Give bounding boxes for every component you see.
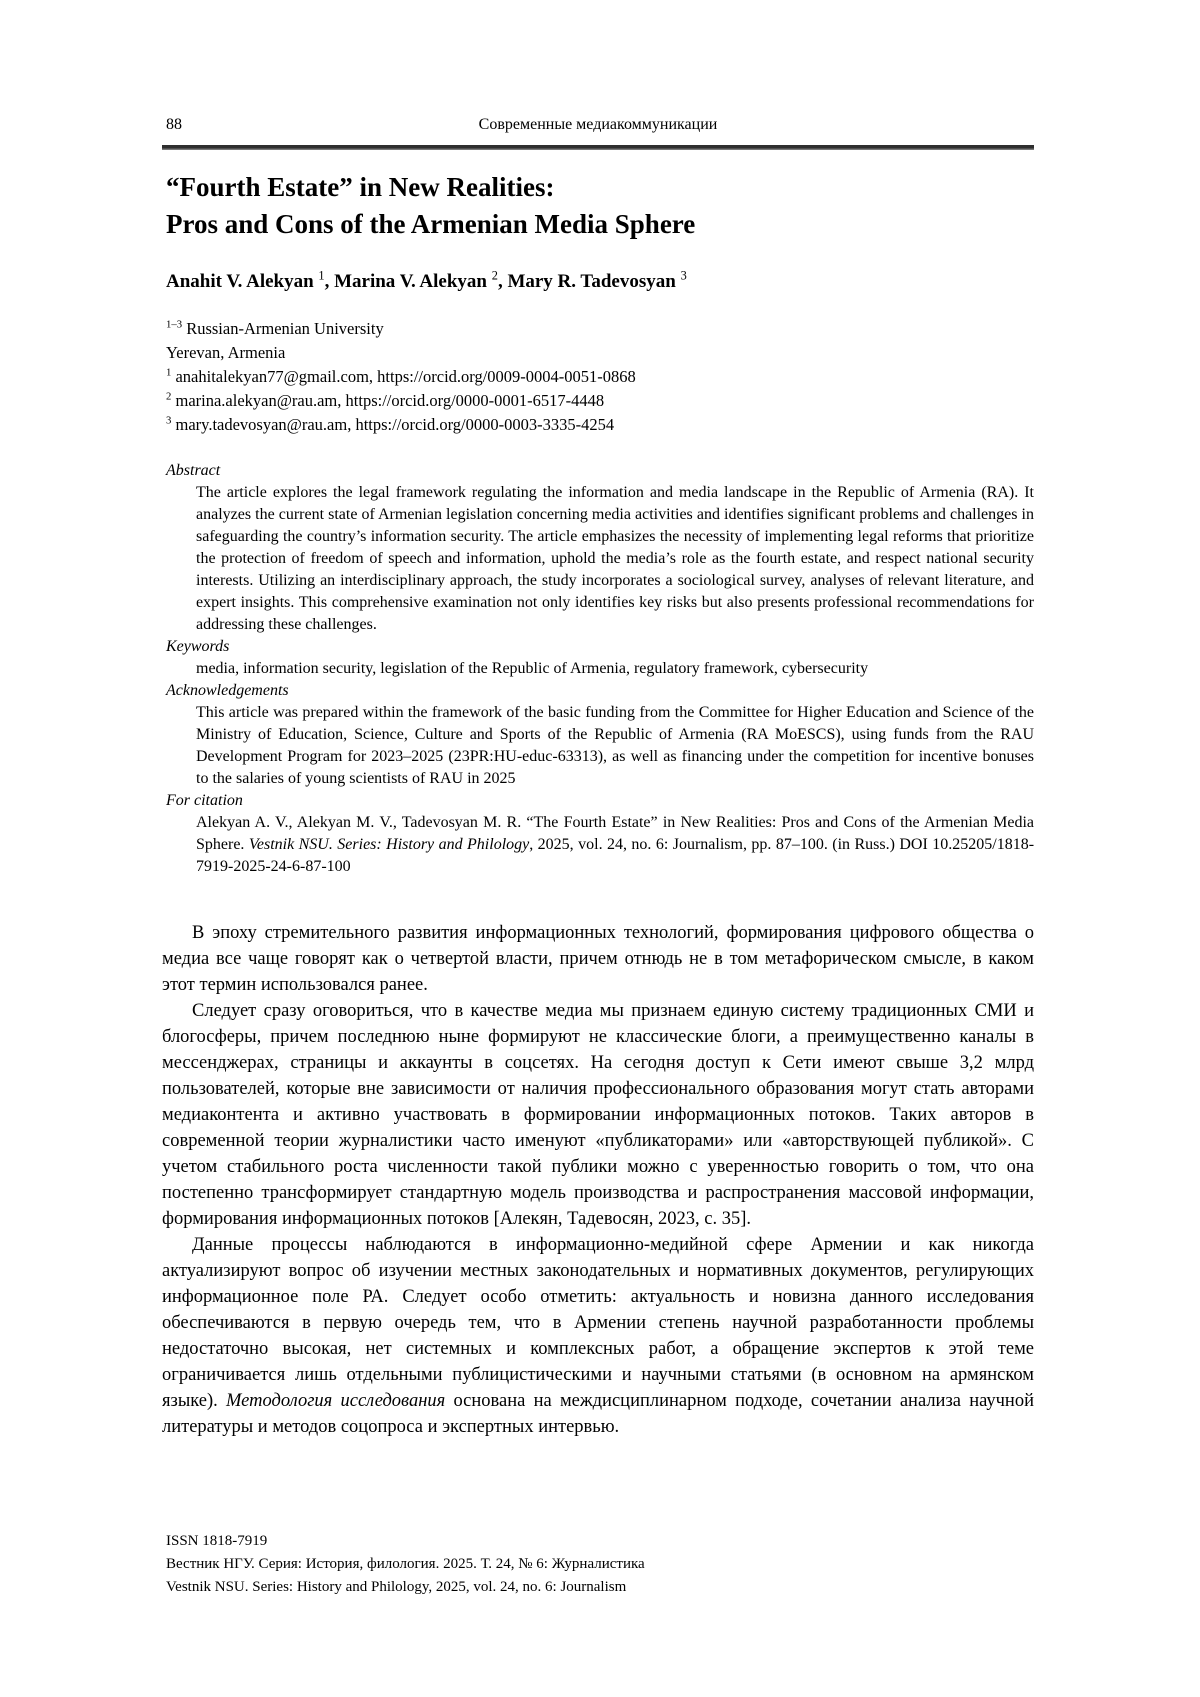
affiliation-institution: $^{1-3}$ Russian-Armenian University <box>166 318 384 338</box>
acknowledgements-text: This article was prepared within the framework of the basic funding from the Committee for Higher Education and Science of the Ministry of Education, Science, Culture and Sports of the Republic of Armenia (RA MoESCS), using funds from the RAU Development Program for 2023–2025 (23PR:HU-educ-63313), as well as financing under the competition for incentive bonuses to the salaries of young scientists of RAU in 2025 <box>196 704 1034 787</box>
article-title <box>166 169 1034 243</box>
article-title-line-2: Pros and Cons of the Armenian Media Sphere <box>166 209 696 239</box>
citation-text: Alekyan A. V., Alekyan M. V., Tadevosyan M. R. “The Fourth Estate” in New Realities: Pros and Cons of the Armenian Media Sphere. Vestnik NSU. Series: History and Philology, 2025, vol. 24, no. 6: Journalism, pp. 87–100. (in Russ.) DOI 10.25205/1818-7919-2025-24-6-87-100 <box>196 814 1035 875</box>
issn-line: ISSN 1818-7919 <box>166 1533 268 1549</box>
abstract-label: Abstract <box>166 462 221 479</box>
authors-line: Anahit V. Alekyan $^1$, Marina V. Alekyan $^2$, Mary R. Tadevosyan $^3$ <box>166 268 687 292</box>
article-title-line-1: “Fourth Estate” in New Realities: <box>166 172 555 202</box>
running-title: Современные медиакоммуникации <box>478 116 718 133</box>
article-body <box>162 920 1034 1440</box>
page-number: 88 <box>166 116 182 133</box>
for-citation-label: For citation <box>166 792 243 809</box>
keywords-text: media, information security, legislation of the Republic of Armenia, regulatory framework, cybersecurity <box>196 660 869 677</box>
abstract-text: The article explores the legal framework regulating the information and media landscape in the Republic of Armenia (RA). It analyzes the current state of Armenian legislation concerning media activities and identifies significant problems and challenges in safeguarding the country’s information security. The article emphasizes the necessity of implementing legal reforms that prioritize the protection of freedom of speech and information, uphold the media’s role as the fourth estate, and respect national security interests. Utilizing an interdisciplinary approach, the study incorporates a sociological survey, analyses of relevant literature, and expert insights. This comprehensive examination not only identifies key risks but also presents professional recommendations for addressing these challenges. <box>196 484 1034 633</box>
keywords-label: Keywords <box>166 638 230 655</box>
header-rule <box>162 145 1034 150</box>
page-footer <box>166 1530 645 1599</box>
journal-line-ru: Вестник НГУ. Серия: История, филология. 2025. Т. 24, № 6: Журналистика <box>166 1556 645 1572</box>
body-paragraph-1: В эпоху стремительного развития информационных технологий, формирования цифрового общества о медиа все чаще говорят как о четвертой власти, причем отнюдь не в том метафорическом смысле, в каком этот термин использовался ранее. <box>162 923 1034 995</box>
page-content <box>162 0 1034 1440</box>
body-paragraph-2: Следует сразу оговориться, что в качестве медиа мы признаем единую систему традиционных СМИ и блогосферы, причем последнюю ныне формируют не классические блоги, а преимущественно каналы в мессенджерах, страницы и аккаунты в соцсетях. На сегодня доступ к Сети имеют свыше 3,2 млрд пользователей, которые вне зависимости от наличия профессионального образования могут стать авторами медиаконтента и активно участвовать в формировании информационных потоков. Таких авторов в современной теории журналистики часто именуют «публикаторами» или «авторствующей публикой». С учетом стабильного роста численности такой публики можно с уверенностью говорить о том, что она постепенно трансформирует стандартную модель производства и распространения массовой информации, формирования информационных потоков [Алекян, Тадевосян, 2023, с. 35]. <box>162 1001 1034 1229</box>
affiliation-block <box>166 317 1034 437</box>
acknowledgements-label: Acknowledgements <box>166 682 289 699</box>
author-contact-1: $^1$ anahitalekyan77@gmail.com, https://orcid.org/0009-0004-0051-0868 <box>166 366 636 386</box>
running-head <box>162 114 1034 136</box>
body-paragraph-3: Данные процессы наблюдаются в информационно-медийной сфере Армении и как никогда актуализируют вопрос об изучении местных законодательных и нормативных документов, регулирующих информационное поле РА. Следует особо отметить: актуальность и новизна данного исследования обеспечиваются в первую очередь тем, что в Армении степень научной разработанности проблемы недостаточно высокая, нет системных и комплексных работ, а обращение экспертов к этой теме ограничивается лишь отдельными публицистическими и научными статьями (в основном на армянском языке). Методология исследования основана на междисциплинарном подходе, сочетании анализа научной литературы и методов соцопроса и экспертных интервью. <box>162 1235 1034 1437</box>
affiliation-location: Yerevan, Armenia <box>166 343 286 362</box>
author-contact-2: $^2$ marina.alekyan@rau.am, https://orcid.org/0000-0001-6517-4448 <box>166 390 605 410</box>
front-matter <box>162 460 1034 878</box>
author-contact-3: $^3$ mary.tadevosyan@rau.am, https://orcid.org/0000-0003-3335-4254 <box>166 414 615 434</box>
journal-line-en: Vestnik NSU. Series: History and Philology, 2025, vol. 24, no. 6: Journalism <box>166 1579 627 1595</box>
